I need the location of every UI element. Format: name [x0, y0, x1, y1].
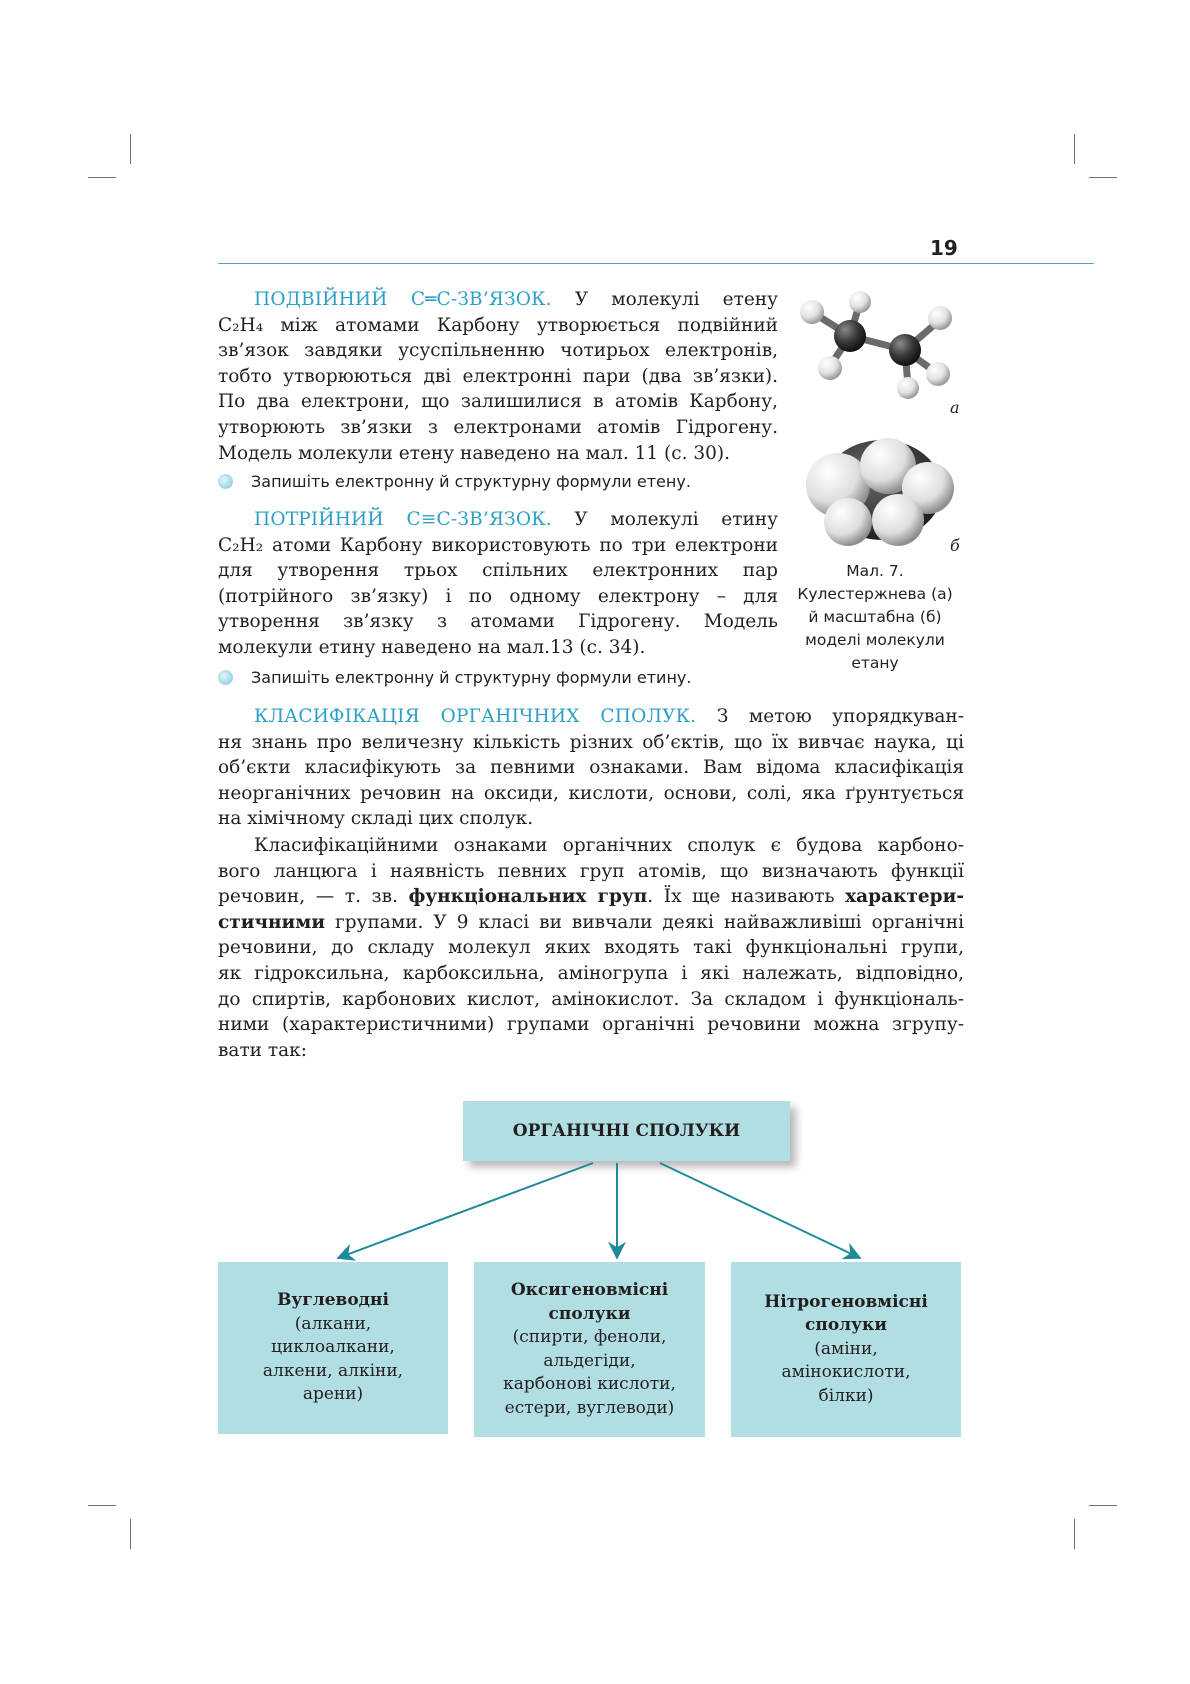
diagram-root-box: ОРГАНІЧНІ СПОЛУКИ	[463, 1101, 790, 1161]
box-title: сполуки	[548, 1303, 631, 1324]
section-heading: ПОТРІЙНИЙ С≡С-ЗВ’ЯЗОК.	[254, 509, 552, 530]
diagram-box-oxygen-compounds	[474, 1262, 705, 1437]
text-line: ними (характеристичними) групами органічні речовини можна згрупу-	[218, 1014, 964, 1036]
text-line: як гідроксильна, карбоксильна, аміногрупа і які належать, відповідно,	[218, 962, 964, 984]
task-text: Запишіть електронну й структурну формули етину.	[251, 668, 692, 687]
text-line: зв’язок завдяки усуспільненню чотирьох електронів,	[218, 340, 778, 362]
box-line: циклоалкани,	[271, 1337, 395, 1358]
text-line: утворюють зв’язки з електронами атомів Гідрогену.	[218, 416, 778, 438]
box-line: (спирти, феноли,	[512, 1327, 667, 1347]
text-span: речовин, — т. зв.	[218, 886, 409, 908]
caption-line: й масштабна (б)	[808, 608, 942, 626]
text-line: на хімічному складі цих сполук.	[218, 808, 534, 830]
text-line: речовини, до складу молекул яких входять такі функціональні групи,	[218, 937, 964, 959]
box-line: альдегіди,	[543, 1350, 636, 1371]
box-line: амінокислоти,	[781, 1362, 911, 1383]
box-line: (аміни,	[814, 1338, 878, 1359]
text-line: неорганічних речовин на оксиди, кислоти, основи, солі, яка ґрунтується	[218, 782, 964, 804]
box-line: білки)	[818, 1385, 874, 1406]
box-line: карбонові кислоти,	[503, 1374, 676, 1394]
text-line: По два електрони, що залишилися в атомів Карбону,	[218, 391, 778, 413]
text-line: C₂H₂ атоми Карбону використовують по три електрони	[218, 534, 778, 556]
text-line: вого ланцюга і наявність певних груп атомів, що визначають функції	[218, 860, 964, 882]
figure-label-b: б	[950, 536, 960, 555]
caption-line: етану	[851, 654, 899, 672]
caption-line: Кулестержнева (а)	[797, 585, 953, 603]
term-characteristic: характери-	[845, 886, 965, 908]
section-heading: ПОДВІЙНИЙ С═С-ЗВ’ЯЗОК.	[254, 289, 552, 310]
box-line: алкени, алкіни,	[262, 1360, 404, 1381]
text-span: групами. У 9 класі ви вивчали деякі найважливіші органічні	[325, 911, 964, 933]
arrow-to-nitrogen-compounds	[660, 1163, 860, 1258]
figure-label-a: а	[950, 398, 960, 417]
task-text: Запишіть електронну й структурну формули етену.	[251, 472, 691, 491]
term-characteristic-cont: стичними	[218, 911, 326, 933]
section-heading: КЛАСИФІКАЦІЯ ОРГАНІЧНИХ СПОЛУК.	[254, 706, 697, 727]
text-line: вати так:	[218, 1039, 307, 1061]
text-line: (потрійного зв’язку) і по одному електрону – для	[218, 585, 778, 607]
text-line: утворення зв’язку з атомами Гідрогену. Модель	[218, 611, 778, 633]
caption-line: моделі молекули	[805, 631, 945, 649]
text-line: Модель молекули етену наведено на мал. 11 (с. 30).	[218, 442, 730, 464]
text-line: ня знань про величезну кількість різних об’єктів, що їх вивчає наука, ці	[218, 731, 964, 753]
diagram-box-nitrogen-compounds	[731, 1262, 961, 1437]
text-line: тобто утворюються дві електронні пари (два зв’язки).	[218, 365, 778, 387]
box-line: (алкани,	[294, 1313, 372, 1334]
text-line: У молекулі етену	[574, 289, 778, 310]
diagram-box-hydrocarbons	[218, 1262, 448, 1434]
text-line: C₂H₄ між атомами Карбону утворюється подвійний	[218, 314, 778, 336]
term-functional-groups: функціональних груп	[408, 886, 648, 908]
text-line: У молекулі етину	[574, 509, 778, 530]
text-line: Класифікаційними ознаками органічних сполук є будова карбоно-	[254, 835, 964, 856]
box-title: Оксигеновмісні	[510, 1280, 669, 1300]
box-title: Нітрогеновмісні	[764, 1291, 928, 1312]
text-line: для утворення трьох спільних електронних пар	[218, 560, 778, 582]
arrow-to-hydrocarbons	[338, 1163, 593, 1258]
caption-line: Мал. 7.	[846, 562, 904, 580]
box-title: сполуки	[805, 1315, 887, 1336]
text-line: молекули етину наведено на мал.13 (с. 34).	[218, 636, 646, 658]
box-title: Вуглеводні	[277, 1290, 389, 1311]
page-number: 19	[930, 236, 958, 260]
text-line: об’єкти класифікують за певними ознаками. Вам відома класифікація	[218, 757, 964, 779]
text-span: . Їх ще називають	[647, 886, 846, 908]
text-line: З метою упорядкуван-	[716, 706, 964, 727]
box-line: естери, вуглеводи)	[504, 1397, 675, 1418]
box-line: арени)	[302, 1384, 364, 1405]
text-line: до спиртів, карбонових кислот, амінокислот. За складом і функціональ-	[218, 988, 964, 1010]
